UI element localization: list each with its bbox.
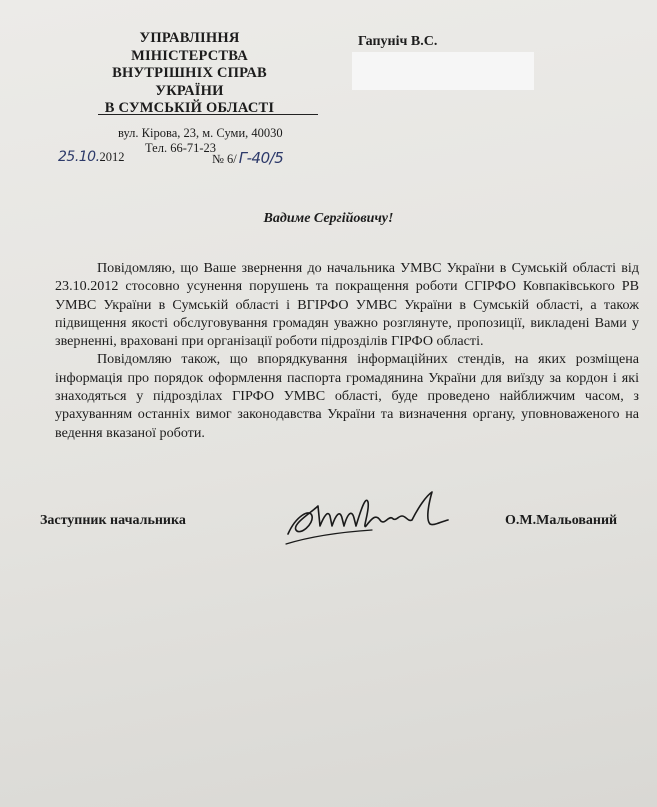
handwritten-reference: Г-40/5 xyxy=(238,149,284,167)
body-paragraph: Повідомляю також, що впорядкування інформаційних стендів, на яких розміщена інформація про порядок оформлення паспорта громадянина України для виїзду за кордон і які знаходяться у підрозділах ГІРФО УМВС області, буде проведено найближчим часом, з урахуванням останніх вимог законодавства України та визначення органу, уповноваженого на ведення вказаної роботи. xyxy=(55,351,639,441)
recipient-name: Гапуніч В.С. xyxy=(358,34,438,49)
header-divider xyxy=(98,114,318,115)
org-line: УПРАВЛІННЯ xyxy=(139,30,240,46)
letter-date xyxy=(58,149,125,165)
reference-number xyxy=(212,149,283,167)
org-phone: Тел. 66-71-23 xyxy=(145,141,217,155)
letter-body xyxy=(55,259,639,442)
signatory-role: Заступник начальника xyxy=(40,513,186,528)
letter-greeting: Вадиме Сергійовичу! xyxy=(263,211,394,226)
org-line: МІНІСТЕРСТВА xyxy=(131,47,248,64)
org-line: ВНУТРІШНІХ СПРАВ xyxy=(112,65,267,81)
date-year: 2012 xyxy=(99,150,125,164)
handwritten-date: 25.10. xyxy=(58,149,100,165)
organization-header xyxy=(92,30,287,118)
reference-prefix: № 6/ xyxy=(212,152,237,166)
org-line: УКРАЇНИ xyxy=(155,82,224,99)
redacted-address-block xyxy=(352,52,534,90)
body-paragraph: Повідомляю, що Ваше звернення до начальника УМВС України в Сумській області від 23.10.2012 стосовно усунення порушень та покращення роботи СГІРФО Ковпаківського РВ УМВС України в Сумській області і ВГІРФО УМВС України в Сумській області, а також підвищення якості обслуговування громадян уважно розглянуте, пропозиції, викладені Вами у зверненні, враховані при організації роботи підрозділів ГІРФО області. xyxy=(55,260,639,350)
org-line: В СУМСЬКІЙ ОБЛАСТІ xyxy=(104,100,275,116)
org-address: вул. Кірова, 23, м. Суми, 40030 xyxy=(118,126,283,140)
signatory-name: О.М.Мальований xyxy=(505,513,618,528)
handwritten-signature xyxy=(282,486,472,550)
